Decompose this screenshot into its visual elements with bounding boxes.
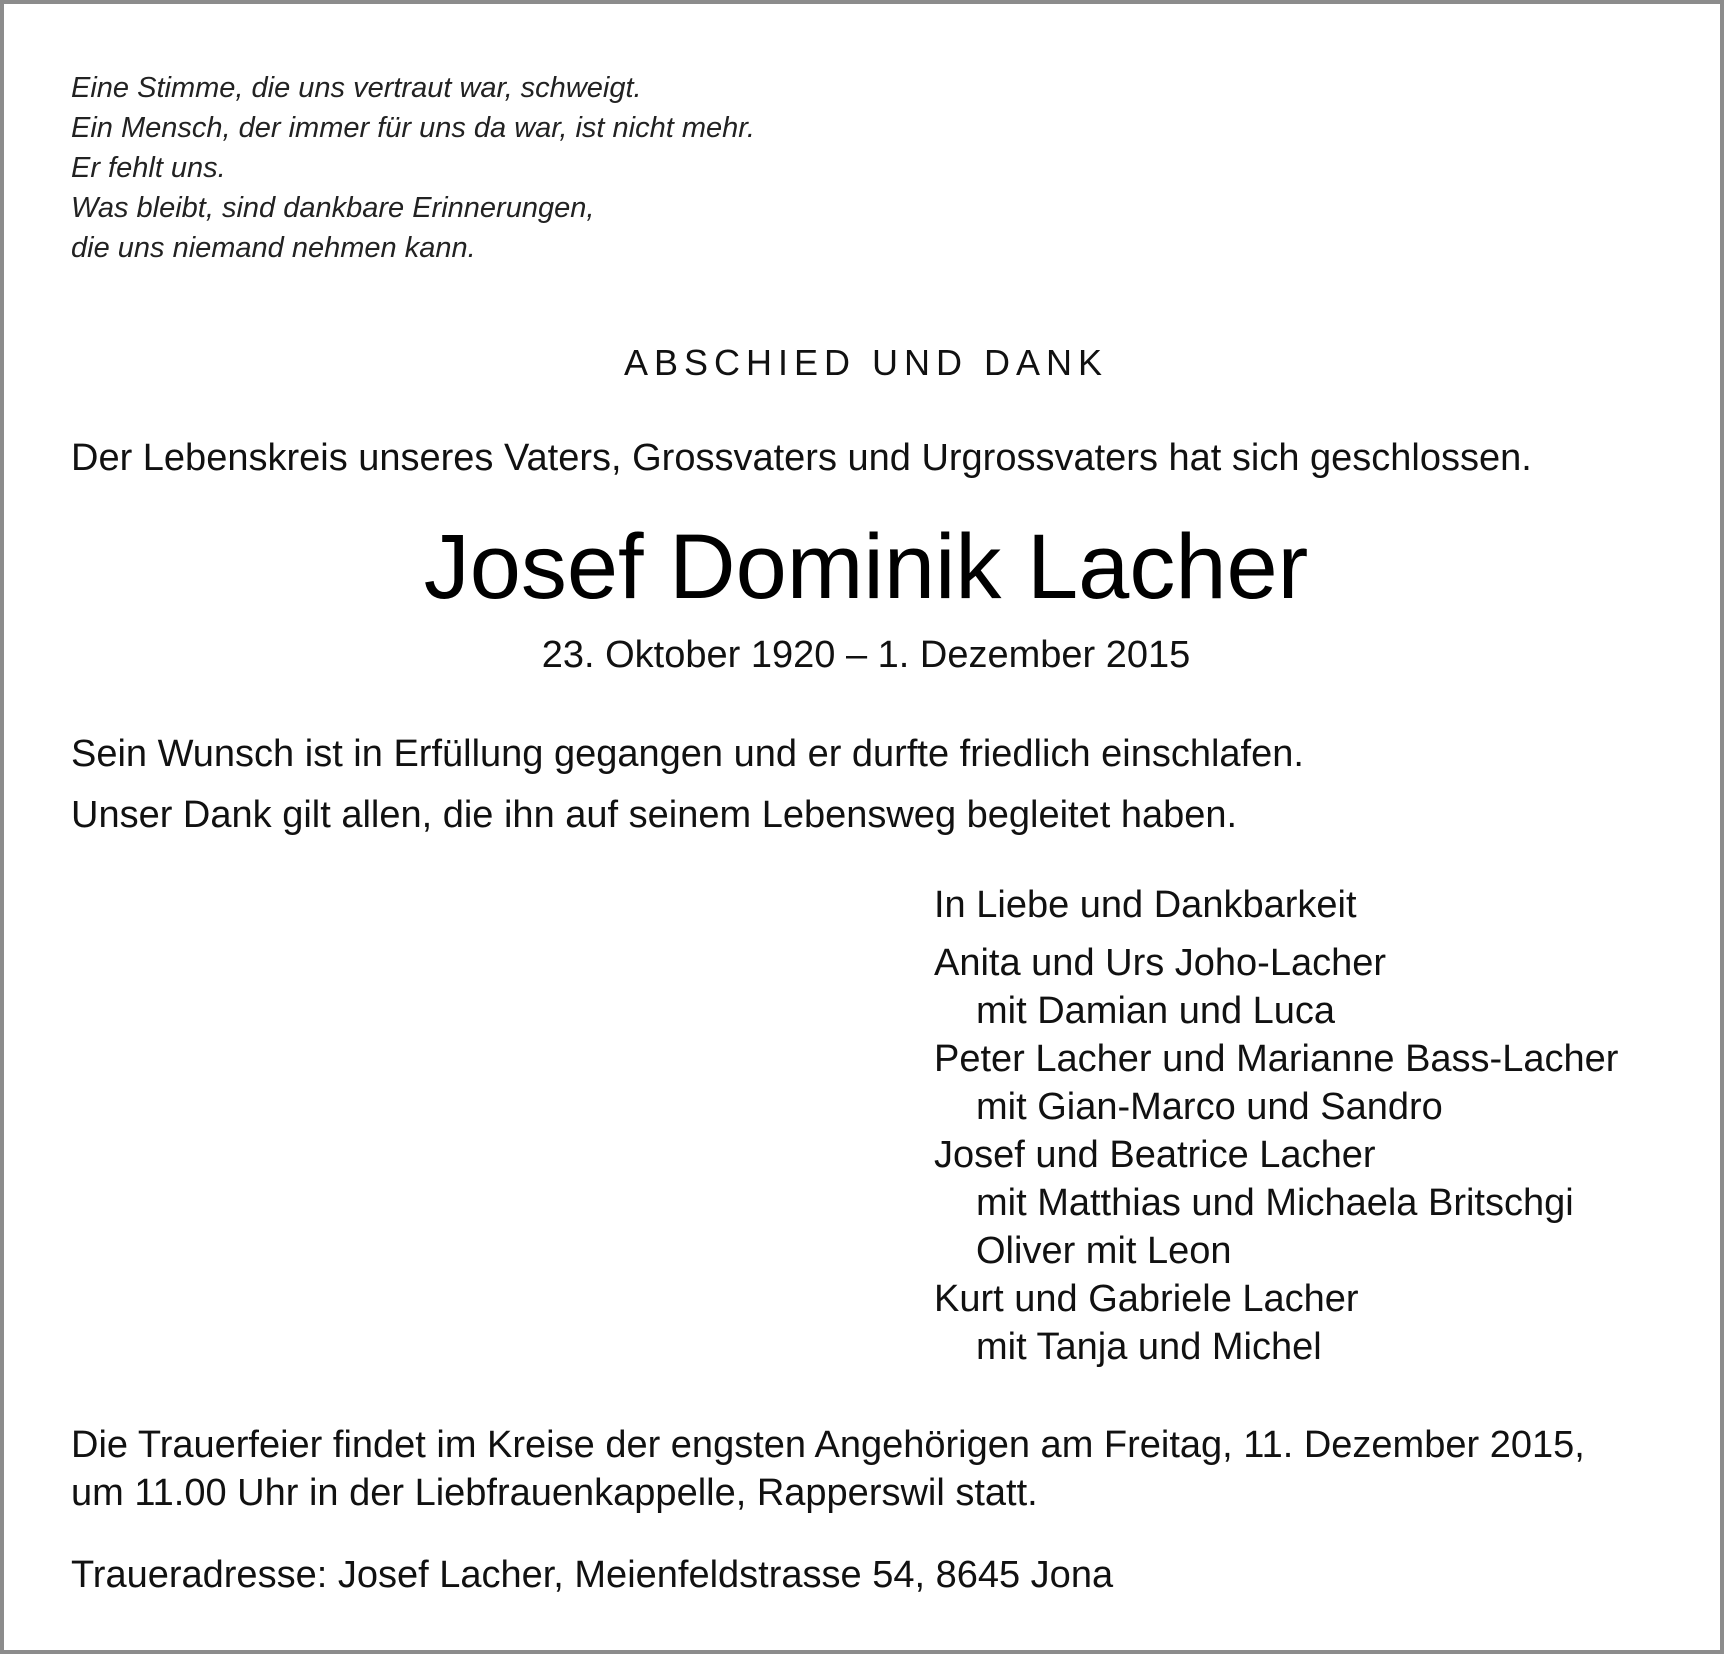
family-member: Kurt und Gabriele Lacher bbox=[934, 1278, 1359, 1320]
family-member: Anita und Urs Joho-Lacher bbox=[934, 942, 1387, 984]
closing-phrase: In Liebe und Dankbarkeit bbox=[934, 884, 1357, 926]
family-signature bbox=[934, 881, 1618, 1371]
message-line: Unser Dank gilt allen, die ihn auf seinem Lebensweg begleitet haben. bbox=[71, 794, 1238, 836]
family-member-children: Oliver mit Leon bbox=[976, 1230, 1232, 1272]
life-dates: 23. Oktober 1920 – 1. Dezember 2015 bbox=[541, 634, 1191, 676]
poem-line: Eine Stimme, die uns vertraut war, schweigt. bbox=[71, 72, 642, 104]
notice-heading: ABSCHIED UND DANK bbox=[623, 342, 1109, 383]
service-line: Die Trauerfeier findet im Kreise der engsten Angehörigen am Freitag, 11. Dezember 2015, bbox=[71, 1424, 1585, 1466]
poem-line: die uns niemand nehmen kann. bbox=[71, 232, 476, 264]
family-member-children: mit Matthias und Michaela Britschgi bbox=[976, 1182, 1574, 1224]
service-line: um 11.00 Uhr in der Liebfrauenkappelle, Rapperswil statt. bbox=[71, 1472, 1038, 1514]
poem-line: Er fehlt uns. bbox=[71, 152, 226, 184]
family-member-children: mit Damian und Luca bbox=[976, 990, 1336, 1032]
family-member: Josef und Beatrice Lacher bbox=[934, 1134, 1376, 1176]
message-line: Sein Wunsch ist in Erfüllung gegangen und er durfte friedlich einschlafen. bbox=[71, 733, 1304, 775]
deceased-name: Josef Dominik Lacher bbox=[423, 516, 1309, 618]
service-info bbox=[71, 1421, 1585, 1517]
intro-text: Der Lebenskreis unseres Vaters, Grossvaters und Urgrossvaters hat sich geschlossen. bbox=[71, 437, 1532, 479]
poem-line: Ein Mensch, der immer für uns da war, ist nicht mehr. bbox=[71, 112, 755, 144]
message bbox=[71, 724, 1304, 846]
family-member-children: mit Tanja und Michel bbox=[976, 1326, 1322, 1368]
poem bbox=[71, 68, 755, 268]
mourning-address: Traueradresse: Josef Lacher, Meienfeldstrasse 54, 8645 Jona bbox=[71, 1554, 1114, 1596]
family-member: Peter Lacher und Marianne Bass-Lacher bbox=[934, 1038, 1619, 1080]
family-member-children: mit Gian-Marco und Sandro bbox=[976, 1086, 1443, 1128]
poem-line: Was bleibt, sind dankbare Erinnerungen, bbox=[71, 192, 595, 224]
